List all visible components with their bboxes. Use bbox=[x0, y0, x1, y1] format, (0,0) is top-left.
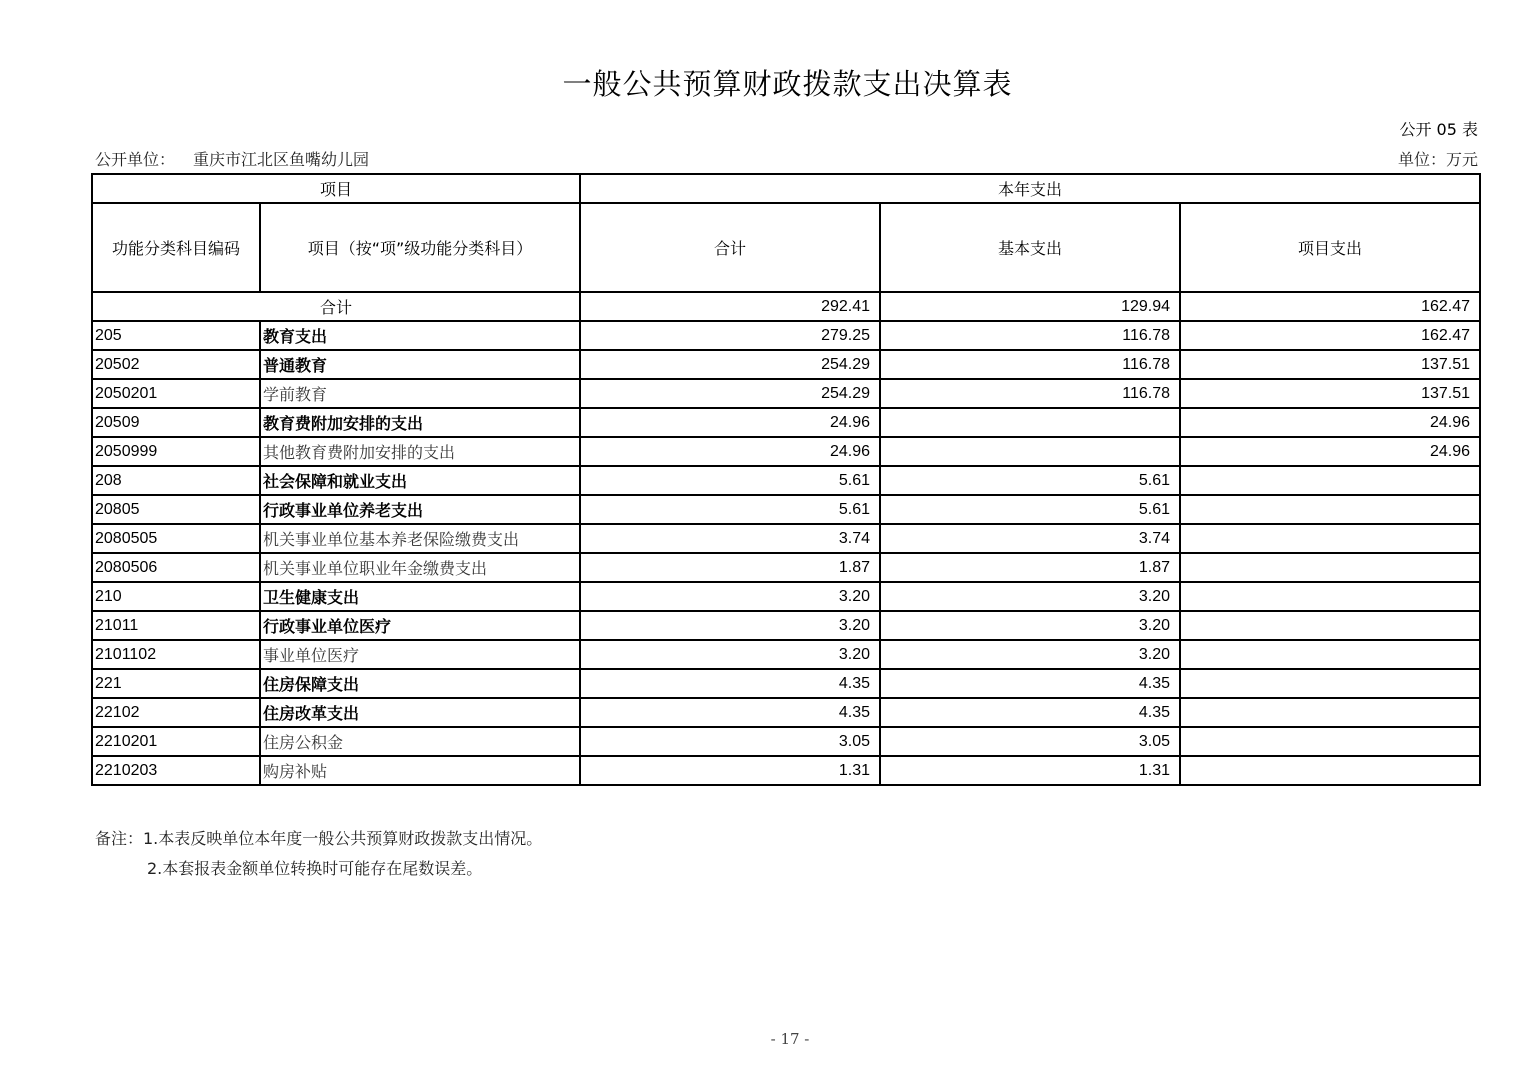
row-project bbox=[1180, 582, 1480, 611]
row-name: 住房保障支出 bbox=[260, 669, 580, 698]
header-basic: 基本支出 bbox=[880, 203, 1180, 292]
header-total: 合计 bbox=[580, 203, 880, 292]
row-code: 2050201 bbox=[92, 379, 260, 408]
table-row bbox=[92, 727, 1480, 756]
table-code: 公开 05 表 bbox=[1399, 120, 1478, 139]
header-name: 项目（按“项”级功能分类科目） bbox=[260, 203, 580, 292]
row-total: 279.25 bbox=[580, 321, 880, 350]
note-line-1: 备注：1.本表反映单位本年度一般公共预算财政拨款支出情况。 bbox=[95, 829, 543, 848]
header-row-columns bbox=[92, 203, 1480, 292]
notes bbox=[95, 824, 542, 884]
row-code: 22102 bbox=[92, 698, 260, 727]
row-code: 2080506 bbox=[92, 553, 260, 582]
table-row bbox=[92, 611, 1480, 640]
note-line-2: 2.本套报表金额单位转换时可能存在尾数误差。 bbox=[147, 859, 483, 878]
row-code: 205 bbox=[92, 321, 260, 350]
row-name: 其他教育费附加安排的支出 bbox=[260, 437, 580, 466]
row-project bbox=[1180, 727, 1480, 756]
row-total: 4.35 bbox=[580, 669, 880, 698]
reporting-unit-label: 公开单位： bbox=[95, 150, 176, 169]
row-total: 3.74 bbox=[580, 524, 880, 553]
currency-unit: 单位：万元 bbox=[1397, 150, 1478, 169]
row-basic: 5.61 bbox=[880, 466, 1180, 495]
row-name: 学前教育 bbox=[260, 379, 580, 408]
row-total: 3.05 bbox=[580, 727, 880, 756]
row-basic: 116.78 bbox=[880, 321, 1180, 350]
page-title: 一般公共预算财政拨款支出决算表 bbox=[562, 67, 1013, 101]
total-row-total: 292.41 bbox=[580, 292, 880, 321]
header-current-year: 本年支出 bbox=[580, 174, 1480, 203]
table-row bbox=[92, 437, 1480, 466]
row-project bbox=[1180, 669, 1480, 698]
row-code: 20502 bbox=[92, 350, 260, 379]
table-row bbox=[92, 669, 1480, 698]
row-basic: 5.61 bbox=[880, 495, 1180, 524]
row-project: 137.51 bbox=[1180, 379, 1480, 408]
row-basic: 3.20 bbox=[880, 611, 1180, 640]
row-code: 208 bbox=[92, 466, 260, 495]
row-project bbox=[1180, 553, 1480, 582]
row-name: 事业单位医疗 bbox=[260, 640, 580, 669]
row-project bbox=[1180, 640, 1480, 669]
row-name: 普通教育 bbox=[260, 350, 580, 379]
row-basic: 3.20 bbox=[880, 640, 1180, 669]
row-total: 24.96 bbox=[580, 408, 880, 437]
row-code: 21011 bbox=[92, 611, 260, 640]
table-row bbox=[92, 495, 1480, 524]
row-name: 机关事业单位职业年金缴费支出 bbox=[260, 553, 580, 582]
row-code: 210 bbox=[92, 582, 260, 611]
row-total: 254.29 bbox=[580, 350, 880, 379]
row-total: 3.20 bbox=[580, 640, 880, 669]
row-basic: 1.87 bbox=[880, 553, 1180, 582]
row-total: 4.35 bbox=[580, 698, 880, 727]
table-row bbox=[92, 524, 1480, 553]
row-project: 24.96 bbox=[1180, 408, 1480, 437]
row-total: 1.31 bbox=[580, 756, 880, 785]
total-row-project: 162.47 bbox=[1180, 292, 1480, 321]
row-name: 行政事业单位养老支出 bbox=[260, 495, 580, 524]
table-row bbox=[92, 350, 1480, 379]
row-basic: 116.78 bbox=[880, 350, 1180, 379]
row-name: 社会保障和就业支出 bbox=[260, 466, 580, 495]
table-row bbox=[92, 640, 1480, 669]
table-row bbox=[92, 582, 1480, 611]
row-total: 24.96 bbox=[580, 437, 880, 466]
expenditure-table bbox=[91, 173, 1481, 786]
table-row bbox=[92, 553, 1480, 582]
row-total: 5.61 bbox=[580, 495, 880, 524]
row-basic: 116.78 bbox=[880, 379, 1180, 408]
row-basic: 3.20 bbox=[880, 582, 1180, 611]
reporting-unit bbox=[95, 147, 369, 170]
row-name: 卫生健康支出 bbox=[260, 582, 580, 611]
row-code: 2050999 bbox=[92, 437, 260, 466]
row-name: 机关事业单位基本养老保险缴费支出 bbox=[260, 524, 580, 553]
reporting-unit-name: 重庆市江北区鱼嘴幼儿园 bbox=[193, 150, 370, 169]
row-project bbox=[1180, 495, 1480, 524]
table-row bbox=[92, 756, 1480, 785]
row-name: 教育费附加安排的支出 bbox=[260, 408, 580, 437]
row-basic: 4.35 bbox=[880, 669, 1180, 698]
row-total: 3.20 bbox=[580, 611, 880, 640]
row-name: 教育支出 bbox=[260, 321, 580, 350]
row-total: 1.87 bbox=[580, 553, 880, 582]
row-basic bbox=[880, 408, 1180, 437]
row-code: 20509 bbox=[92, 408, 260, 437]
table-row bbox=[92, 698, 1480, 727]
row-code: 221 bbox=[92, 669, 260, 698]
row-code: 2080505 bbox=[92, 524, 260, 553]
table-row bbox=[92, 408, 1480, 437]
row-name: 住房公积金 bbox=[260, 727, 580, 756]
total-row-basic: 129.94 bbox=[880, 292, 1180, 321]
header-row-top bbox=[92, 174, 1480, 203]
page-number: - 17 - bbox=[770, 1030, 810, 1048]
table-row bbox=[92, 379, 1480, 408]
row-code: 20805 bbox=[92, 495, 260, 524]
row-project bbox=[1180, 524, 1480, 553]
row-total: 3.20 bbox=[580, 582, 880, 611]
row-code: 2101102 bbox=[92, 640, 260, 669]
row-project bbox=[1180, 466, 1480, 495]
header-code: 功能分类科目编码 bbox=[92, 203, 260, 292]
row-basic: 3.74 bbox=[880, 524, 1180, 553]
row-project bbox=[1180, 611, 1480, 640]
row-total: 254.29 bbox=[580, 379, 880, 408]
row-basic: 1.31 bbox=[880, 756, 1180, 785]
row-name: 行政事业单位医疗 bbox=[260, 611, 580, 640]
table-row bbox=[92, 321, 1480, 350]
row-code: 2210201 bbox=[92, 727, 260, 756]
row-name: 购房补贴 bbox=[260, 756, 580, 785]
row-project: 137.51 bbox=[1180, 350, 1480, 379]
row-project bbox=[1180, 756, 1480, 785]
header-project: 项目 bbox=[92, 174, 580, 203]
row-project bbox=[1180, 698, 1480, 727]
row-code: 2210203 bbox=[92, 756, 260, 785]
header-project-expenditure: 项目支出 bbox=[1180, 203, 1480, 292]
row-project: 24.96 bbox=[1180, 437, 1480, 466]
total-row-label: 合计 bbox=[92, 292, 580, 321]
total-row bbox=[92, 292, 1480, 321]
row-total: 5.61 bbox=[580, 466, 880, 495]
row-basic: 4.35 bbox=[880, 698, 1180, 727]
row-project: 162.47 bbox=[1180, 321, 1480, 350]
table-row bbox=[92, 466, 1480, 495]
row-name: 住房改革支出 bbox=[260, 698, 580, 727]
row-basic bbox=[880, 437, 1180, 466]
row-basic: 3.05 bbox=[880, 727, 1180, 756]
